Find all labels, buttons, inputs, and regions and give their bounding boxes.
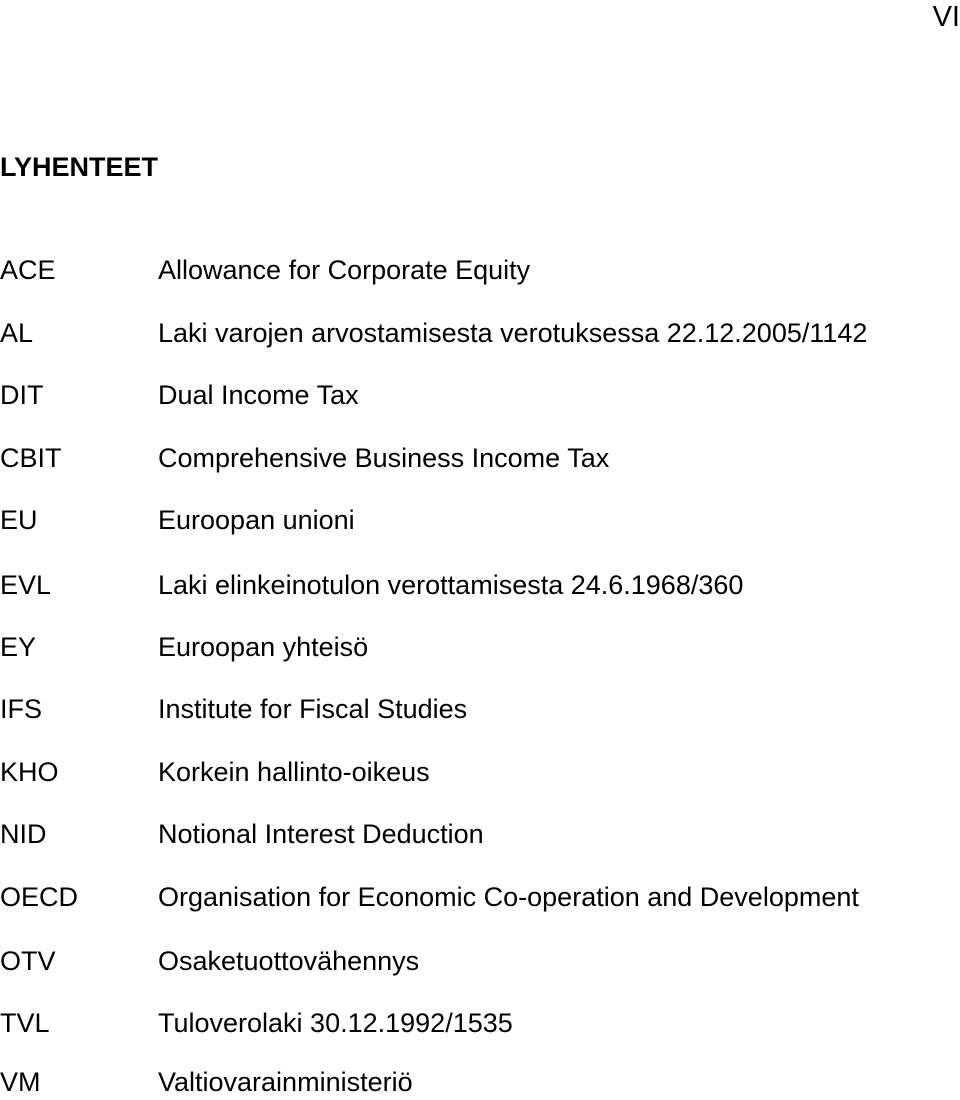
abbreviation-definition: Institute for Fiscal Studies	[158, 694, 468, 724]
abbreviation-definition: Organisation for Economic Co-operation and Development	[158, 882, 859, 912]
abbreviation-definition: Euroopan yhteisö	[158, 632, 369, 662]
abbreviation-term: DIT	[0, 380, 44, 410]
abbreviation-row	[0, 252, 960, 288]
page-number: VI	[932, 1, 960, 33]
abbreviation-definition: Osaketuottovähennys	[158, 946, 420, 976]
abbreviation-term: ACE	[0, 255, 56, 285]
abbreviation-definition: Tuloverolaki 30.12.1992/1535	[158, 1008, 513, 1038]
abbreviation-row	[0, 943, 960, 979]
page-heading: LYHENTEET	[0, 152, 159, 182]
abbreviation-term: KHO	[0, 757, 59, 787]
abbreviation-definition: Laki varojen arvostamisesta verotuksessa 22.12.2005/1142	[158, 318, 868, 348]
abbreviation-row	[0, 440, 960, 476]
abbreviation-row	[0, 315, 960, 351]
abbreviation-row	[0, 1005, 960, 1041]
abbreviation-row	[0, 754, 960, 790]
abbreviation-row	[0, 567, 960, 603]
abbreviation-term: TVL	[0, 1008, 50, 1038]
abbreviation-term: EU	[0, 505, 38, 535]
abbreviation-term: VM	[0, 1067, 41, 1097]
abbreviation-term: OTV	[0, 946, 56, 976]
abbreviation-row	[0, 816, 960, 852]
abbreviation-term: CBIT	[0, 443, 62, 473]
abbreviation-term: EY	[0, 632, 37, 662]
abbreviation-row	[0, 629, 960, 665]
abbreviation-term: IFS	[0, 694, 43, 724]
abbreviation-definition: Allowance for Corporate Equity	[158, 255, 531, 285]
abbreviation-definition: Laki elinkeinotulon verottamisesta 24.6.1968/360	[158, 570, 744, 600]
abbreviation-definition: Comprehensive Business Income Tax	[158, 443, 610, 473]
abbreviation-row	[0, 879, 960, 915]
abbreviation-term: EVL	[0, 570, 52, 600]
abbreviation-term: NID	[0, 819, 47, 849]
abbreviation-definition: Notional Interest Deduction	[158, 819, 484, 849]
abbreviation-row	[0, 691, 960, 727]
abbreviation-row	[0, 502, 960, 538]
abbreviation-definition: Dual Income Tax	[158, 380, 359, 410]
abbreviation-term: AL	[0, 318, 34, 348]
abbreviation-definition: Valtiovarainministeriö	[158, 1067, 413, 1097]
abbreviation-row	[0, 377, 960, 413]
abbreviation-term: OECD	[0, 882, 79, 912]
abbreviation-row	[0, 1064, 960, 1100]
abbreviation-definition: Korkein hallinto-oikeus	[158, 757, 430, 787]
abbreviation-definition: Euroopan unioni	[158, 505, 355, 535]
